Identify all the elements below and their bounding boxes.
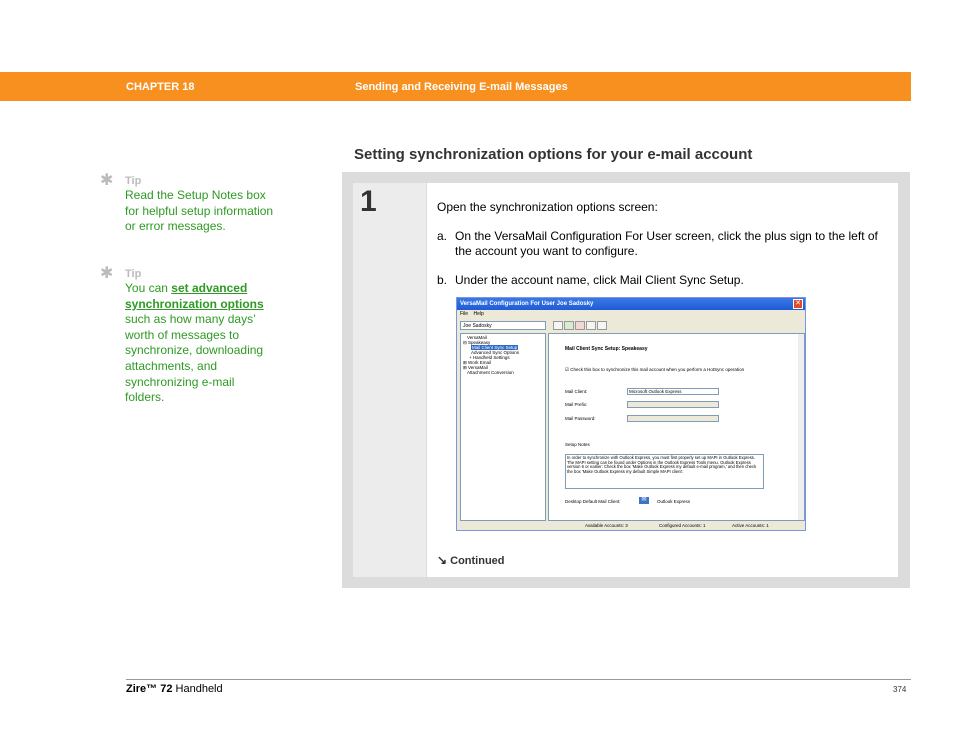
save-icon[interactable] (553, 321, 563, 330)
item-b-text: Under the account name, click Mail Client Sync Setup. (455, 273, 744, 287)
menu-bar (457, 310, 805, 319)
tree-item[interactable]: VersaMail (467, 335, 487, 340)
asterisk-icon: ✱ (100, 265, 114, 282)
pane-title: Mail Client Sync Setup: Speakeasy (565, 346, 648, 352)
mail-client-label: Mail Client: (565, 389, 588, 394)
versamail-config-screenshot (456, 297, 806, 531)
mail-password-field[interactable] (627, 415, 719, 422)
continued-label (437, 553, 505, 567)
footer-product-name: Zire™ 72 (126, 683, 173, 695)
tip-text (125, 281, 270, 406)
settings-pane (548, 333, 805, 521)
asterisk-icon: ✱ (100, 172, 114, 189)
status-available: Available Accounts: 3 (585, 523, 628, 528)
help-icon[interactable] (597, 321, 607, 330)
chapter-header-bar (0, 72, 911, 101)
menu-file[interactable]: File (460, 311, 469, 317)
step-number-column (353, 183, 426, 577)
item-a-text: On the VersaMail Configuration For User screen, click the plus sign to the left of the account you want to configure. (455, 229, 878, 258)
delete-icon[interactable] (575, 321, 585, 330)
footer-product (126, 683, 223, 695)
status-bar (457, 522, 805, 530)
tree-item[interactable]: Advanced Sync Options (471, 350, 520, 355)
step-number: 1 (360, 185, 377, 218)
chapter-title: Sending and Receiving E-mail Messages (355, 81, 568, 93)
properties-icon[interactable] (586, 321, 596, 330)
tree-item[interactable]: ⊟ Speakeasy (463, 340, 491, 345)
tip-label: Tip (125, 268, 142, 280)
footer-divider (126, 679, 911, 680)
status-configured: Configured Accounts: 1 (659, 523, 706, 528)
status-active: Active Accounts: 1 (732, 523, 769, 528)
sync-checkbox-label: Check this box to synchronize this mail account when you perform a HotSync operation (570, 367, 745, 372)
item-a-marker: a. (437, 229, 448, 243)
mail-client-select[interactable]: Microsoft Outlook Express (627, 388, 719, 395)
tip-label: Tip (125, 175, 142, 187)
window-title: VersaMail Configuration For User Joe Sadosky (460, 301, 594, 307)
menu-help[interactable]: Help (473, 311, 484, 317)
chapter-number: CHAPTER 18 (126, 81, 195, 93)
add-icon[interactable] (564, 321, 574, 330)
mail-envelope-icon: ✉ (639, 497, 649, 504)
arrow-down-right-icon: ↘ (437, 553, 448, 567)
tree-item[interactable]: ⊞ VersaMail (463, 365, 488, 370)
account-tree (460, 333, 546, 521)
sync-checkbox-row[interactable]: ☑ Check this box to synchronize this mail account when you perform a HotSync operation (565, 367, 745, 372)
tree-item[interactable]: Attachment Conversion (467, 370, 514, 375)
desktop-default-value: Outlook Express (657, 499, 691, 504)
tree-item-selected[interactable]: Mail Client Sync Setup (472, 345, 518, 350)
mail-prefix-label: Mail Prefix: (565, 402, 588, 407)
tip-text-suffix: such as how many days’ worth of messages to synchronize, downloading attachments, and synchronizing e-mail folders. (125, 312, 264, 405)
advanced-sync-options-link[interactable]: set advanced synchronization options (125, 281, 264, 311)
page-number: 374 (893, 685, 907, 694)
step-intro: Open the synchronization options screen: (437, 200, 658, 214)
tip-text: Read the Setup Notes box for helpful setup information or error messages. (125, 188, 274, 234)
tip-text-prefix: You can (125, 281, 172, 295)
mail-prefix-field[interactable] (627, 401, 719, 408)
user-select[interactable]: Joe Sadosky (460, 321, 546, 330)
window-titlebar (457, 298, 805, 310)
item-b-marker: b. (437, 273, 448, 287)
pane-scrollbar[interactable] (798, 334, 804, 520)
footer-product-suffix: Handheld (172, 683, 223, 695)
mail-password-label: Mail Password: (565, 416, 596, 421)
section-title: Setting synchronization options for your e-mail account (354, 146, 753, 163)
setup-notes-label: Setup Notes (565, 442, 590, 447)
setup-notes-text: In order to synchronize with Outlook Express, you must first properly set up MAPI in Outlook Express. The MAPI setting can be found under Options in the Outlook Express Tools menu. Outlook Express version 6 or earlier: Check the box 'Make Outlook Express my default e-mail program,' and then check the box 'Make Outlook Express my default Simple MAPI client'. (565, 454, 764, 489)
desktop-default-label: Desktop Default Mail Client: (565, 499, 621, 504)
tree-item[interactable]: ⊞ Work Email (463, 360, 491, 365)
tree-item[interactable]: + Handheld Settings (469, 355, 510, 360)
close-icon[interactable]: ✕ (793, 299, 803, 309)
continued-text: Continued (450, 555, 505, 567)
